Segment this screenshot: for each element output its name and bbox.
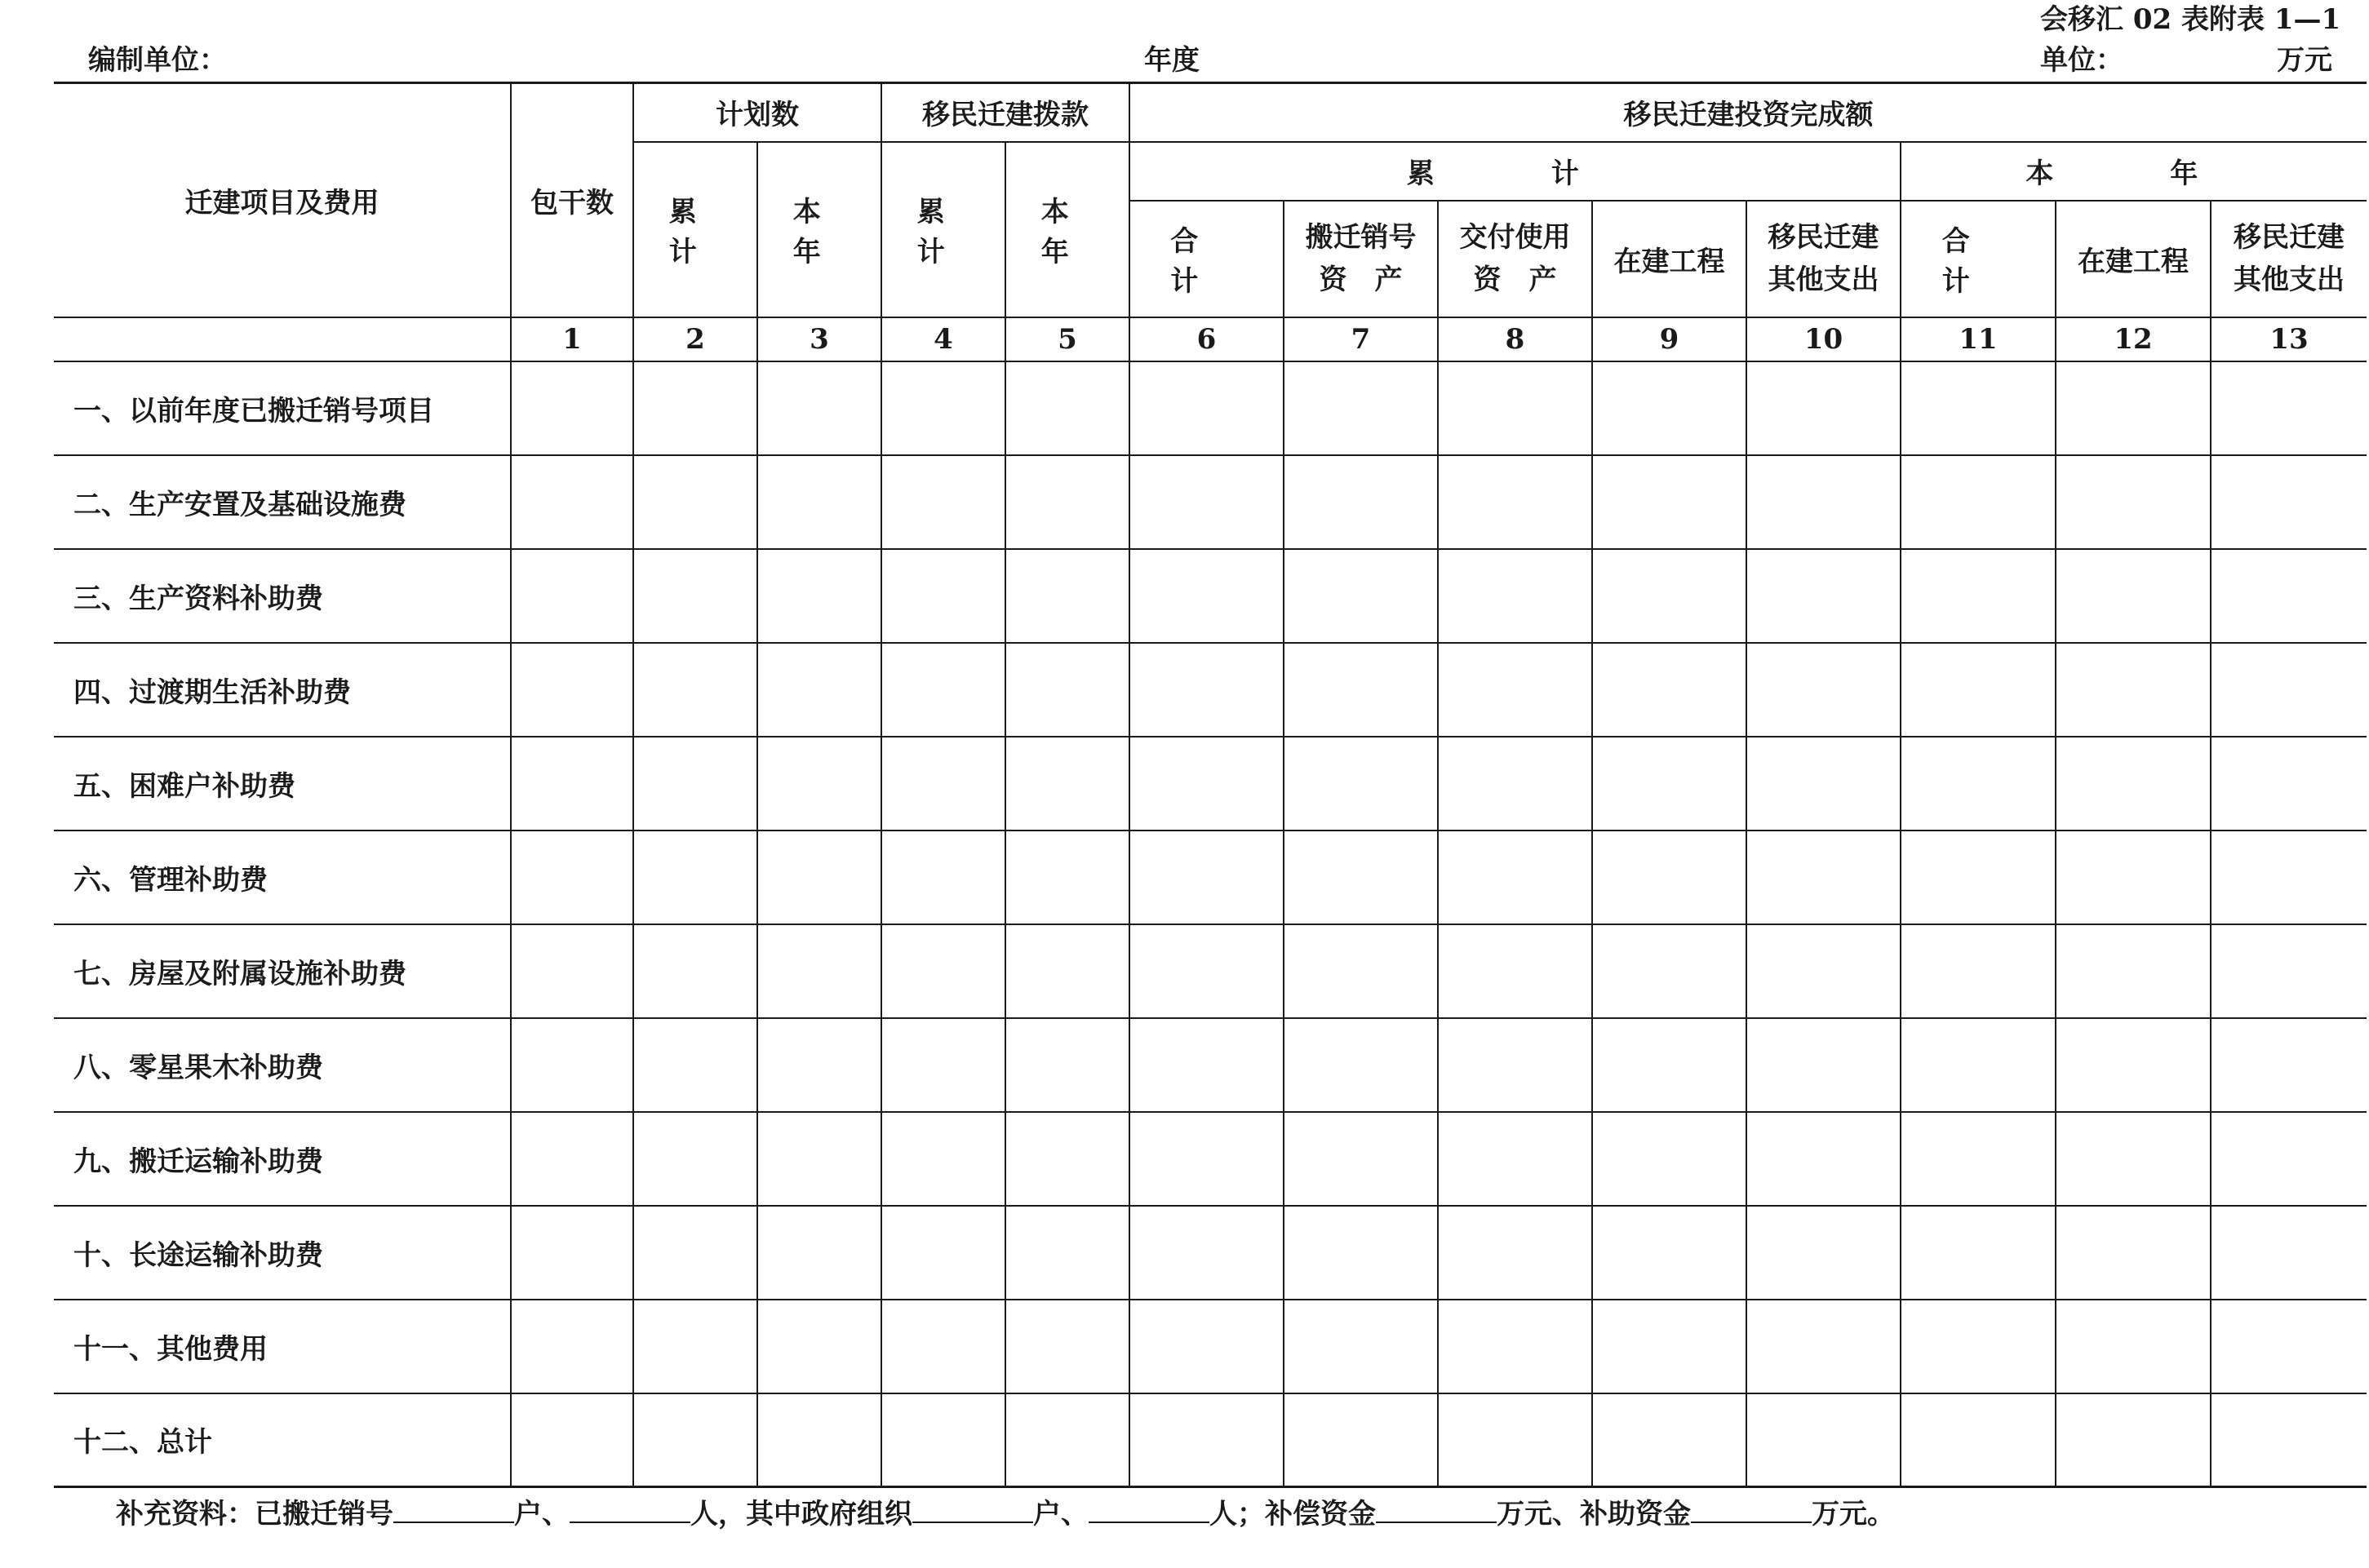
table-cell bbox=[2211, 549, 2367, 643]
table-cell bbox=[2056, 737, 2211, 831]
table-row bbox=[54, 643, 2367, 737]
table-cell bbox=[881, 549, 1005, 643]
table-cell bbox=[1746, 831, 1901, 924]
table-cell bbox=[1592, 1393, 1746, 1487]
table-cell bbox=[1284, 1393, 1438, 1487]
column-number: 7 bbox=[1284, 317, 1438, 361]
row-label: 五、困难户补助费 bbox=[54, 737, 511, 831]
table-cell bbox=[1746, 737, 1901, 831]
table-cell bbox=[757, 924, 881, 1018]
table-cell bbox=[881, 455, 1005, 549]
header-funding: 移民迁建拨款 bbox=[881, 83, 1129, 142]
table-cell bbox=[2211, 1112, 2367, 1206]
unit-label: 单位： bbox=[2040, 44, 2123, 77]
table-cell bbox=[633, 643, 757, 737]
header-plan: 计划数 bbox=[633, 83, 881, 142]
table-cell bbox=[633, 924, 757, 1018]
table-cell bbox=[633, 361, 757, 455]
table-cell bbox=[757, 643, 881, 737]
table-cell bbox=[1901, 831, 2056, 924]
column-number: 3 bbox=[757, 317, 881, 361]
table-cell bbox=[1129, 549, 1284, 643]
table-cell bbox=[757, 1300, 881, 1393]
row-label: 一、以前年度已搬迁销号项目 bbox=[54, 361, 511, 455]
table-cell bbox=[1901, 924, 2056, 1018]
table-cell bbox=[1005, 737, 1129, 831]
table-cell bbox=[511, 1206, 633, 1300]
table-cell bbox=[757, 455, 881, 549]
table-cell bbox=[511, 361, 633, 455]
table-cell bbox=[2211, 1018, 2367, 1112]
table-cell bbox=[881, 1206, 1005, 1300]
table-cell bbox=[1901, 1393, 2056, 1487]
table-cell bbox=[2211, 1393, 2367, 1487]
table-cell bbox=[757, 1393, 881, 1487]
table-cell bbox=[1592, 361, 1746, 455]
table-cell bbox=[881, 1393, 1005, 1487]
table-row bbox=[54, 1393, 2367, 1487]
table-cell bbox=[1284, 737, 1438, 831]
table-cell bbox=[1005, 1393, 1129, 1487]
table-cell bbox=[881, 1018, 1005, 1112]
table-cell bbox=[511, 1112, 633, 1206]
row-label: 十一、其他费用 bbox=[54, 1300, 511, 1393]
table-cell bbox=[633, 455, 757, 549]
table-cell bbox=[1746, 1206, 1901, 1300]
row-label: 十、长途运输补助费 bbox=[54, 1206, 511, 1300]
year-label: 年度 bbox=[1144, 44, 1200, 77]
table-cell bbox=[1746, 455, 1901, 549]
table-cell bbox=[1438, 455, 1592, 549]
table-row bbox=[54, 361, 2367, 455]
table-cell bbox=[2211, 455, 2367, 549]
table-cell bbox=[1901, 737, 2056, 831]
table-cell bbox=[1438, 1393, 1592, 1487]
table-cell bbox=[2056, 1206, 2211, 1300]
table-row bbox=[54, 1112, 2367, 1206]
table-cell bbox=[757, 831, 881, 924]
table-cell bbox=[1438, 1112, 1592, 1206]
table-cell bbox=[757, 1018, 881, 1112]
table-cell bbox=[881, 643, 1005, 737]
table-cell bbox=[1284, 643, 1438, 737]
table-cell bbox=[1901, 549, 2056, 643]
unit-value: 万元 bbox=[2277, 44, 2332, 77]
table-cell bbox=[1592, 1300, 1746, 1393]
table-cell bbox=[2056, 361, 2211, 455]
table-cell bbox=[757, 1112, 881, 1206]
row-label: 三、生产资料补助费 bbox=[54, 549, 511, 643]
column-number-row bbox=[54, 317, 2367, 361]
header-cum-delivered-assets: 交付使用 资 产 bbox=[1438, 201, 1592, 317]
table-row bbox=[54, 924, 2367, 1018]
table-row bbox=[54, 1206, 2367, 1300]
table-cell bbox=[1592, 831, 1746, 924]
table-cell bbox=[1005, 1300, 1129, 1393]
table-cell bbox=[1005, 1018, 1129, 1112]
table-cell bbox=[1284, 455, 1438, 549]
table-cell bbox=[633, 831, 757, 924]
table-cell bbox=[1005, 924, 1129, 1018]
table-cell bbox=[633, 1206, 757, 1300]
blank-persons-relocated bbox=[570, 1494, 690, 1523]
table-cell bbox=[511, 831, 633, 924]
column-number: 9 bbox=[1592, 317, 1746, 361]
column-number: 4 bbox=[881, 317, 1005, 361]
table-cell bbox=[1129, 643, 1284, 737]
row-label: 二、生产安置及基础设施费 bbox=[54, 455, 511, 549]
column-number: 8 bbox=[1438, 317, 1592, 361]
table-cell bbox=[1438, 924, 1592, 1018]
column-number: 2 bbox=[633, 317, 757, 361]
table-cell bbox=[2056, 643, 2211, 737]
table-cell bbox=[633, 737, 757, 831]
header-funding-cumulative: 累 计 bbox=[881, 142, 1005, 317]
table-cell bbox=[1901, 1018, 2056, 1112]
table-cell bbox=[511, 455, 633, 549]
table-row bbox=[54, 549, 2367, 643]
header-plan-cumulative: 累 计 bbox=[633, 142, 757, 317]
table-cell bbox=[1005, 831, 1129, 924]
table-cell bbox=[1129, 1393, 1284, 1487]
table-cell bbox=[511, 1018, 633, 1112]
table-row bbox=[54, 1018, 2367, 1112]
table-cell bbox=[511, 549, 633, 643]
relocation-investment-table bbox=[54, 82, 2367, 1488]
table-cell bbox=[1129, 1018, 1284, 1112]
blank-households-government bbox=[912, 1494, 1033, 1523]
table-cell bbox=[1005, 455, 1129, 549]
table-cell bbox=[1129, 1206, 1284, 1300]
table-row bbox=[54, 737, 2367, 831]
table-cell bbox=[1746, 361, 1901, 455]
header-investment-cumulative: 累 计 bbox=[1129, 142, 1901, 201]
table-cell bbox=[2211, 831, 2367, 924]
table-cell bbox=[2211, 924, 2367, 1018]
table-cell bbox=[1129, 924, 1284, 1018]
table-cell bbox=[881, 1112, 1005, 1206]
supplement-info: 补充资料：已搬迁销号 户、 人，其中政府组织 户、 人；补偿资金 万元、补助资金 万元。 bbox=[116, 1491, 1895, 1531]
table-cell bbox=[881, 361, 1005, 455]
table-cell bbox=[2056, 1393, 2211, 1487]
table-cell bbox=[1438, 1018, 1592, 1112]
table-cell bbox=[2056, 924, 2211, 1018]
table-cell bbox=[1592, 549, 1746, 643]
table-cell bbox=[1901, 455, 2056, 549]
table-cell bbox=[2056, 549, 2211, 643]
column-number: 13 bbox=[2211, 317, 2367, 361]
table-cell bbox=[2211, 643, 2367, 737]
table-cell bbox=[881, 737, 1005, 831]
table-cell bbox=[1901, 1112, 2056, 1206]
header-investment: 移民迁建投资完成额 bbox=[1129, 83, 2367, 142]
table-cell bbox=[633, 549, 757, 643]
column-number: 6 bbox=[1129, 317, 1284, 361]
header-cum-total: 合 计 bbox=[1129, 201, 1284, 317]
header-year-in-progress: 在建工程 bbox=[2056, 201, 2211, 317]
header-year-total: 合 计 bbox=[1901, 201, 2056, 317]
header-cum-relocated-assets: 搬迁销号 资 产 bbox=[1284, 201, 1438, 317]
table-cell bbox=[633, 1018, 757, 1112]
table-cell bbox=[1005, 361, 1129, 455]
table-cell bbox=[1284, 361, 1438, 455]
row-label: 八、零星果木补助费 bbox=[54, 1018, 511, 1112]
table-cell bbox=[1592, 455, 1746, 549]
table-cell bbox=[1746, 1393, 1901, 1487]
table-cell bbox=[1129, 1300, 1284, 1393]
column-number-blank bbox=[54, 317, 511, 361]
compile-unit-label: 编制单位： bbox=[88, 44, 227, 77]
table-cell bbox=[881, 1300, 1005, 1393]
table-cell bbox=[1438, 549, 1592, 643]
table-cell bbox=[1746, 1112, 1901, 1206]
table-cell bbox=[1129, 737, 1284, 831]
header-investment-this-year: 本 年 bbox=[1901, 142, 2367, 201]
table-cell bbox=[1284, 831, 1438, 924]
table-cell bbox=[1129, 831, 1284, 924]
table-cell bbox=[1284, 1206, 1438, 1300]
table-cell bbox=[2056, 1018, 2211, 1112]
table-cell bbox=[1901, 643, 2056, 737]
table-cell bbox=[1901, 1206, 2056, 1300]
header-plan-this-year: 本 年 bbox=[757, 142, 881, 317]
table-cell bbox=[1746, 1018, 1901, 1112]
table-cell bbox=[1746, 643, 1901, 737]
table-cell bbox=[2211, 737, 2367, 831]
blank-persons-government bbox=[1089, 1494, 1209, 1523]
table-cell bbox=[511, 924, 633, 1018]
table-cell bbox=[1438, 1206, 1592, 1300]
table-cell bbox=[633, 1300, 757, 1393]
table-cell bbox=[1746, 1300, 1901, 1393]
column-number: 1 bbox=[511, 317, 633, 361]
table-cell bbox=[1005, 1112, 1129, 1206]
table-cell bbox=[1592, 1018, 1746, 1112]
blank-subsidy-funds bbox=[1691, 1494, 1812, 1523]
table-cell bbox=[1284, 1112, 1438, 1206]
table-cell bbox=[1005, 1206, 1129, 1300]
table-cell bbox=[1284, 924, 1438, 1018]
column-number: 12 bbox=[2056, 317, 2211, 361]
table-cell bbox=[511, 737, 633, 831]
table-cell bbox=[1129, 1112, 1284, 1206]
blank-households-relocated bbox=[393, 1494, 514, 1523]
blank-compensation-funds bbox=[1376, 1494, 1497, 1523]
table-cell bbox=[1901, 361, 2056, 455]
table-cell bbox=[757, 1206, 881, 1300]
table-cell bbox=[1129, 361, 1284, 455]
table-row bbox=[54, 455, 2367, 549]
table-cell bbox=[511, 643, 633, 737]
table-cell bbox=[633, 1393, 757, 1487]
table-row bbox=[54, 831, 2367, 924]
table-cell bbox=[1438, 643, 1592, 737]
table-cell bbox=[511, 1393, 633, 1487]
table-cell bbox=[1592, 737, 1746, 831]
row-label: 六、管理补助费 bbox=[54, 831, 511, 924]
table-cell bbox=[2056, 1300, 2211, 1393]
table-cell bbox=[1592, 643, 1746, 737]
table-cell bbox=[2056, 831, 2211, 924]
row-label: 九、搬迁运输补助费 bbox=[54, 1112, 511, 1206]
column-number: 5 bbox=[1005, 317, 1129, 361]
column-number: 11 bbox=[1901, 317, 2056, 361]
row-label: 四、过渡期生活补助费 bbox=[54, 643, 511, 737]
header-item: 迁建项目及费用 bbox=[54, 83, 511, 317]
table-cell bbox=[2056, 1112, 2211, 1206]
table-cell bbox=[1129, 455, 1284, 549]
column-number: 10 bbox=[1746, 317, 1901, 361]
table-cell bbox=[1901, 1300, 2056, 1393]
table-cell bbox=[1284, 549, 1438, 643]
table-cell bbox=[1284, 1300, 1438, 1393]
table-cell bbox=[2211, 1206, 2367, 1300]
table-cell bbox=[757, 737, 881, 831]
table-cell bbox=[1284, 1018, 1438, 1112]
table-cell bbox=[1746, 549, 1901, 643]
row-label: 七、房屋及附属设施补助费 bbox=[54, 924, 511, 1018]
header-funding-this-year: 本 年 bbox=[1005, 142, 1129, 317]
table-cell bbox=[1592, 1206, 1746, 1300]
header-year-other: 移民迁建 其他支出 bbox=[2211, 201, 2367, 317]
table-cell bbox=[881, 924, 1005, 1018]
table-cell bbox=[633, 1112, 757, 1206]
table-cell bbox=[1005, 643, 1129, 737]
table-cell bbox=[1592, 1112, 1746, 1206]
table-cell bbox=[757, 549, 881, 643]
table-cell bbox=[2211, 1300, 2367, 1393]
table-cell bbox=[1438, 831, 1592, 924]
table-cell bbox=[1438, 361, 1592, 455]
table-cell bbox=[881, 831, 1005, 924]
table-cell bbox=[2056, 455, 2211, 549]
row-label: 十二、总计 bbox=[54, 1393, 511, 1487]
table-cell bbox=[511, 1300, 633, 1393]
table-row bbox=[54, 1300, 2367, 1393]
table-cell bbox=[1005, 549, 1129, 643]
header-cum-in-progress: 在建工程 bbox=[1592, 201, 1746, 317]
table-cell bbox=[1592, 924, 1746, 1018]
table-cell bbox=[1438, 737, 1592, 831]
table-cell bbox=[757, 361, 881, 455]
table-cell bbox=[1746, 924, 1901, 1018]
header-baogan: 包干数 bbox=[511, 83, 633, 317]
table-cell bbox=[1438, 1300, 1592, 1393]
form-code: 会移汇 02 表附表 1—1 bbox=[2040, 3, 2341, 36]
table-cell bbox=[2211, 361, 2367, 455]
header-cum-other: 移民迁建 其他支出 bbox=[1746, 201, 1901, 317]
